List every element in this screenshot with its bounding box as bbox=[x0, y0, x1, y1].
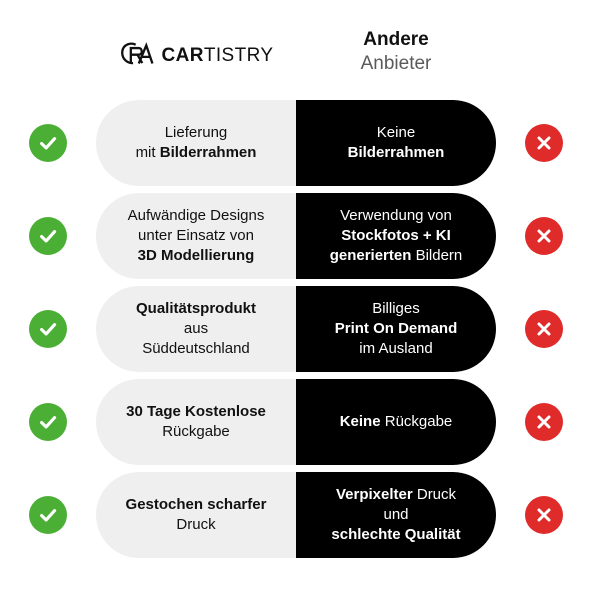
table-row bbox=[0, 193, 600, 279]
brand-column-header bbox=[96, 26, 296, 86]
cross-badge-cell bbox=[496, 217, 592, 255]
check-icon bbox=[29, 403, 67, 441]
other-feature-cell bbox=[296, 193, 496, 279]
other-feature-cell bbox=[296, 379, 496, 465]
brand-word-bold: CAR bbox=[161, 45, 204, 66]
comparison-rows bbox=[0, 100, 600, 558]
cross-icon bbox=[525, 124, 563, 162]
brand-feature-cell bbox=[96, 193, 296, 279]
cross-badge-cell bbox=[496, 124, 592, 162]
check-badge-cell bbox=[0, 124, 96, 162]
check-badge-cell bbox=[0, 217, 96, 255]
car-monogram-icon bbox=[119, 41, 155, 71]
cross-badge-cell bbox=[496, 496, 592, 534]
other-header-line2: Anbieter bbox=[360, 53, 432, 75]
other-feature-text: Billiges Print On Demand im Ausland bbox=[334, 300, 458, 357]
other-feature-text: Keine Rückgabe bbox=[339, 413, 453, 431]
table-row bbox=[0, 286, 600, 372]
other-feature-text: Verwendung von Stockfotos + KI generierten Bildern bbox=[329, 207, 463, 264]
other-column-header bbox=[296, 26, 496, 77]
brand-feature-cell bbox=[96, 100, 296, 186]
table-row bbox=[0, 100, 600, 186]
cross-icon bbox=[525, 403, 563, 441]
brand-feature-text: Aufwändige Designs unter Einsatz von 3D Modellierung bbox=[127, 207, 265, 264]
cross-badge-cell bbox=[496, 310, 592, 348]
table-row bbox=[0, 379, 600, 465]
brand-feature-cell bbox=[96, 472, 296, 558]
other-feature-cell bbox=[296, 286, 496, 372]
other-feature-cell bbox=[296, 472, 496, 558]
brand-feature-text: Gestochen scharfer Druck bbox=[125, 496, 267, 533]
brand-word-light: TISTRY bbox=[203, 45, 274, 66]
cross-icon bbox=[525, 496, 563, 534]
brand-lockup bbox=[119, 41, 274, 71]
other-feature-text: Keine Bilderrahmen bbox=[347, 124, 445, 161]
check-icon bbox=[29, 124, 67, 162]
other-feature-cell bbox=[296, 100, 496, 186]
table-row bbox=[0, 472, 600, 558]
brand-feature-cell bbox=[96, 379, 296, 465]
check-icon bbox=[29, 310, 67, 348]
other-header-line1: Andere bbox=[363, 29, 429, 50]
brand-feature-cell bbox=[96, 286, 296, 372]
other-feature-text: Verpixelter Druck und schlechte Qualität bbox=[331, 486, 461, 543]
brand-wordmark bbox=[162, 45, 274, 67]
check-icon bbox=[29, 217, 67, 255]
check-icon bbox=[29, 496, 67, 534]
cross-badge-cell bbox=[496, 403, 592, 441]
table-header bbox=[0, 0, 600, 86]
check-badge-cell bbox=[0, 310, 96, 348]
brand-feature-text: Qualitätsprodukt aus Süddeutschland bbox=[135, 300, 256, 357]
cross-icon bbox=[525, 217, 563, 255]
brand-feature-text: 30 Tage Kostenlose Rückgabe bbox=[126, 403, 266, 440]
cross-icon bbox=[525, 310, 563, 348]
check-badge-cell bbox=[0, 403, 96, 441]
brand-feature-text: Lieferung mit Bilderrahmen bbox=[135, 124, 257, 161]
check-badge-cell bbox=[0, 496, 96, 534]
